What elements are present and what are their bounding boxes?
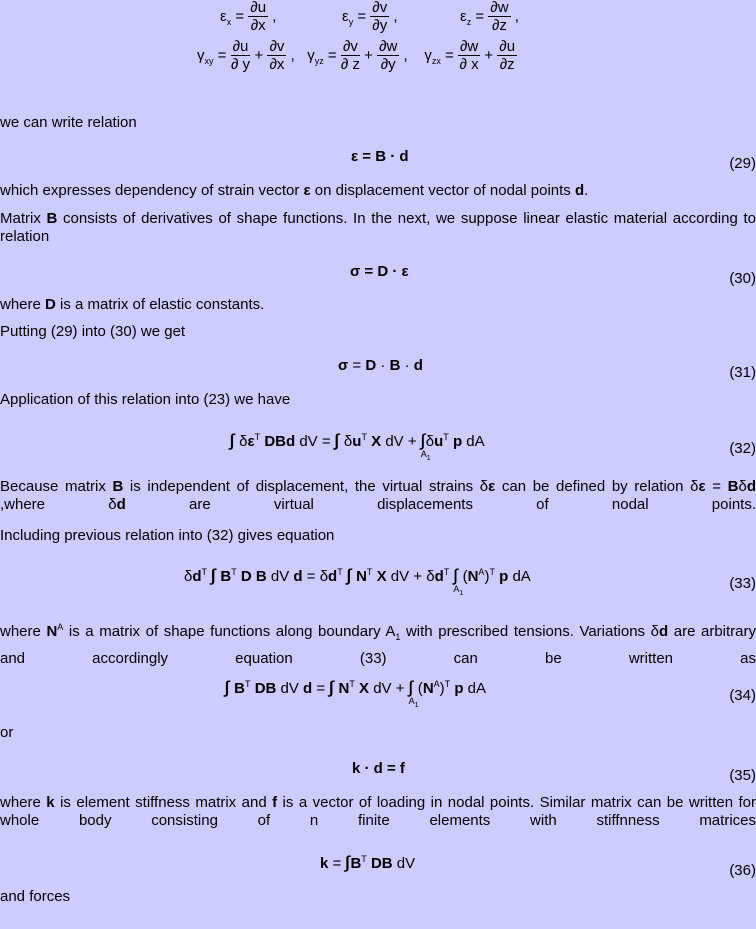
equation-36: $k = B^T$ DB dV — [320, 854, 416, 872]
equation-number: (34) — [729, 687, 756, 704]
equation-number: (32) — [729, 440, 756, 457]
equation-29: ε = B · d — [351, 148, 409, 165]
equation-number: (35) — [729, 767, 756, 784]
equation-32: $\delta\varepsilon^T$ DBd dV = $\delta u^T$ X dV + $A_1$ $\delta u^T$ p dA — [235, 432, 485, 462]
equation-34: $B^T$ DB dV $d = N^T$ X dV + $A_1$ $(N^A)^T$ p dA — [234, 679, 487, 709]
strain-definitions-row1-z: $\varepsilon_z$ = $\frac{\partial w}{\partial z}$ , — [460, 0, 519, 34]
paragraph: Application of this relation into (23) we have — [0, 391, 291, 408]
strain-definitions-row1-y: $\varepsilon_y$ = $\frac{\partial v}{\partial y}$ , — [342, 0, 398, 34]
strain-definitions-row1: $\varepsilon_x$ = $\frac{\partial u}{\partial x}$ , — [220, 0, 277, 34]
equation-35: k · d = f — [352, 760, 405, 777]
paragraph: Putting (29) into (30) we get — [0, 323, 186, 340]
strain-definitions-row2: $\gamma_{xy}$ = $\frac{\partial u}{\partial y}$ + $\frac{\partial v}{\partial x}$ , $\gamma_{yz}$ = $\frac{\partial v}{\partial z}$ + $\frac{\partial w}{\partial y}$ , $\gamma_{zx}$ = $\frac{\partial w}{\partial x}$ + $\frac{\partial u}{\partial z}$ — [197, 38, 516, 73]
paragraph: where D is a matrix of elastic constants. — [0, 296, 265, 313]
equation-number: (30) — [729, 270, 756, 287]
paragraph: and forces — [0, 888, 71, 905]
paragraph: Matrix B consists of derivatives of shape functions. In the next, we suppose linear elastic material according to relation — [0, 210, 756, 245]
paragraph: where $N^A$ is a matrix of shape functions along boundary $A_1$ with prescribed tensions. Variations δd are arbitrary and accordingly equation (33) can be written as — [0, 622, 756, 667]
paragraph: Including previous relation into (32) gives equation — [0, 527, 335, 544]
equation-number: (36) — [729, 862, 756, 879]
paragraph: which expresses dependency of strain vector ε on displacement vector of nodal points d. — [0, 182, 589, 199]
equation-number: (29) — [729, 155, 756, 172]
equation-number: (31) — [729, 364, 756, 381]
paragraph: where k is element stiffness matrix and f is a vector of loading in nodal points. Similar matrix can be written for whole body consisting of n finite elements with stiffnness matrices — [0, 794, 756, 829]
paragraph: Because matrix B is independent of displacement, the virtual strains δε can be defined by relation δε = Bδd ,where δd are virtual displacements of nodal points. — [0, 478, 756, 513]
equation-33: $\delta d^T$ $B^T$ D B dV $d = \delta d^T$ $N^T$ X dV + $\delta d^T$ $A_1$ $(N^A)^T$ p dA — [184, 567, 531, 597]
paragraph: we can write relation — [0, 114, 137, 131]
equation-30: σ = D · ε — [350, 263, 409, 280]
equation-number: (33) — [729, 575, 756, 592]
paragraph: or — [0, 724, 14, 741]
equation-31: σ = D · B · d — [338, 357, 423, 374]
